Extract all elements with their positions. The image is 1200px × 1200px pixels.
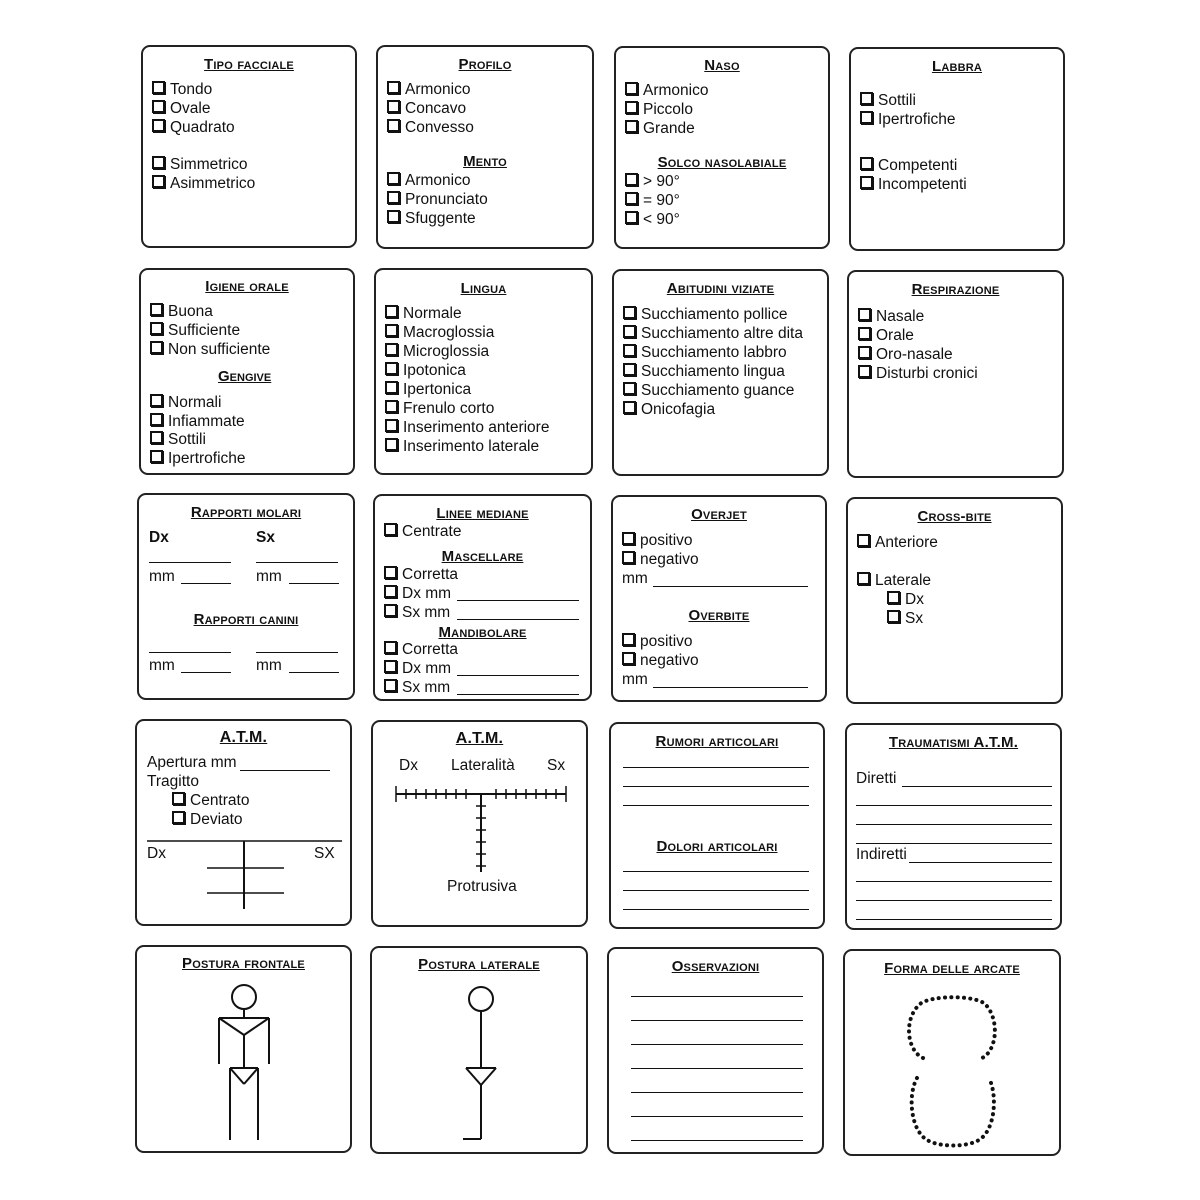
checkbox-asimmetrico[interactable]: Asimmetrico (152, 175, 255, 193)
card-abitudini-viziate (612, 269, 829, 476)
card-naso (614, 46, 830, 249)
checkbox-sufficiente[interactable]: Sufficiente (150, 322, 240, 340)
card-tipo-facciale (141, 45, 357, 248)
checkbox-solco-lt90[interactable]: < 90° (625, 211, 680, 229)
checkbox-mascellare-dx[interactable]: Dx mm (384, 585, 451, 603)
canini-dx-mm-field[interactable] (181, 672, 231, 673)
checkbox-inserimento-laterale[interactable]: Inserimento laterale (385, 438, 539, 456)
checkbox-overjet-positivo[interactable]: positivo (622, 532, 693, 550)
gengive-title: Gengive (218, 368, 272, 385)
molari-sx-mm-field[interactable] (289, 583, 339, 584)
checkbox-labbra-ipertrofiche[interactable]: Ipertrofiche (860, 111, 956, 129)
overbite-mm-label: mm (622, 671, 648, 688)
molari-dx-mm-label: mm (149, 568, 175, 585)
card-forma-arcate (843, 949, 1061, 1156)
checkbox-overjet-negativo[interactable]: negativo (622, 551, 699, 569)
igiene-orale-title: Igiene orale (205, 278, 289, 295)
card-osservazioni (607, 947, 824, 1154)
protrusiva-label: Protrusiva (447, 878, 517, 895)
checkbox-incompetenti[interactable]: Incompetenti (860, 176, 967, 194)
checkbox-gengive-ipertrofiche[interactable]: Ipertrofiche (150, 450, 246, 468)
checkbox-centrate[interactable]: Centrate (384, 523, 461, 541)
diretti-line-1[interactable] (902, 786, 1052, 787)
overjet-mm-label: mm (622, 570, 648, 587)
atm-title-1: A.T.M. (219, 729, 268, 746)
checkbox-overbite-positivo[interactable]: positivo (622, 633, 693, 651)
checkbox-lingua-normale[interactable]: Normale (385, 305, 462, 323)
canini-dx-line[interactable] (149, 652, 231, 653)
atm1-sx-label: SX (314, 845, 335, 862)
checkbox-normali[interactable]: Normali (150, 394, 221, 412)
diretti-line-3[interactable] (856, 824, 1052, 825)
checkbox-microglossia[interactable]: Microglossia (385, 343, 489, 361)
checkbox-anteriore[interactable]: Anteriore (857, 534, 938, 552)
checkbox-sfuggente[interactable]: Sfuggente (387, 210, 476, 228)
checkbox-onicofagia[interactable]: Onicofagia (623, 401, 715, 419)
tragitto-label: Tragitto (147, 773, 199, 790)
checkbox-piccolo[interactable]: Piccolo (625, 101, 693, 119)
labbra-title: Labbra (931, 58, 983, 75)
checkbox-succhiamento-labbro[interactable]: Succhiamento labbro (623, 344, 787, 362)
diretti-line-2[interactable] (856, 805, 1052, 806)
checkbox-quadrato[interactable]: Quadrato (152, 119, 235, 137)
checkbox-deviato[interactable]: Deviato (172, 811, 243, 829)
dolori-articolari-title: Dolori articolari (656, 838, 778, 855)
linee-mediane-title: Linee mediane (436, 505, 529, 522)
card-traumatismi-atm (845, 723, 1062, 930)
apertura-label: Apertura mm (147, 754, 237, 771)
osservazioni-line-7[interactable] (631, 1140, 803, 1141)
card-labbra (849, 47, 1065, 251)
osservazioni-line-1[interactable] (631, 996, 803, 997)
checkbox-grande[interactable]: Grande (625, 120, 695, 138)
canini-dx-mm-label: mm (149, 657, 175, 674)
checkbox-pronunciato[interactable]: Pronunciato (387, 191, 488, 209)
card-postura-laterale (370, 946, 588, 1154)
mento-title: Mento (463, 153, 507, 170)
checkbox-laterale[interactable]: Laterale (857, 572, 931, 590)
checkbox-solco-gt90[interactable]: > 90° (625, 173, 680, 191)
checkbox-mascellare-corretta[interactable]: Corretta (384, 566, 458, 584)
rumori-articolari-title: Rumori articolari (655, 733, 779, 750)
checkbox-labbra-sottili[interactable]: Sottili (860, 92, 916, 110)
molari-sx-line[interactable] (256, 562, 338, 563)
lingua-title: Lingua (460, 280, 507, 297)
canini-sx-mm-field[interactable] (289, 672, 339, 673)
indiretti-line-2[interactable] (856, 881, 1052, 882)
rumori-line-2[interactable] (623, 786, 809, 787)
checkbox-laterale-sx[interactable]: Sx (887, 610, 923, 628)
postura-frontale-title: Postura frontale (182, 955, 305, 972)
traumatismi-atm-title: Traumatismi A.T.M. (888, 734, 1019, 751)
checkbox-mento-armonico[interactable]: Armonico (387, 172, 470, 190)
molari-sx-label: Sx (256, 529, 275, 546)
card-atm-lateralita (371, 720, 588, 927)
mandibolare-sx-field[interactable] (457, 694, 579, 695)
overjet-title: Overjet (691, 506, 747, 523)
atm-deviation-grid (137, 721, 354, 928)
postura-laterale-title: Postura laterale (418, 956, 540, 973)
checkbox-mandibolare-dx[interactable]: Dx mm (384, 660, 451, 678)
checkbox-ipotonica[interactable]: Ipotonica (385, 362, 466, 380)
atm2-sx-label: Sx (547, 757, 566, 774)
overjet-mm-field[interactable] (653, 586, 808, 587)
indiretti-line-3[interactable] (856, 900, 1052, 901)
canini-sx-line[interactable] (256, 652, 338, 653)
indiretti-line-4[interactable] (856, 919, 1052, 920)
checkbox-orale[interactable]: Orale (858, 327, 914, 345)
atm2-dx-label: Dx (399, 757, 418, 774)
card-rumori-articolari (609, 722, 825, 929)
checkbox-solco-eq90[interactable]: = 90° (625, 192, 680, 210)
card-rapporti-molari (137, 493, 355, 700)
profilo-title: Profilo (458, 56, 512, 73)
osservazioni-title: Osservazioni (671, 958, 760, 975)
atm-title-2: A.T.M. (455, 730, 504, 747)
diretti-line-4[interactable] (856, 843, 1052, 844)
card-igiene-orale (139, 268, 355, 475)
molari-dx-line[interactable] (149, 562, 231, 563)
dolori-line-1[interactable] (623, 871, 809, 872)
checkbox-simmetrico[interactable]: Simmetrico (152, 156, 248, 174)
rumori-line-1[interactable] (623, 767, 809, 768)
molari-dx-mm-field[interactable] (181, 583, 231, 584)
checkbox-infiammate[interactable]: Infiammate (150, 413, 245, 431)
osservazioni-line-3[interactable] (631, 1044, 803, 1045)
checkbox-mascellare-sx[interactable]: Sx mm (384, 604, 450, 622)
checkbox-overbite-negativo[interactable]: negativo (622, 652, 699, 670)
mandibolare-dx-field[interactable] (457, 675, 579, 676)
dental-arch-diagram-icon (845, 951, 1063, 1158)
side-stick-figure-icon (372, 948, 590, 1156)
checkbox-mandibolare-sx[interactable]: Sx mm (384, 679, 450, 697)
abitudini-viziate-title: Abitudini viziate (666, 280, 775, 297)
checkbox-gengive-sottili[interactable]: Sottili (150, 431, 206, 449)
card-atm-apertura (135, 719, 352, 926)
canini-sx-mm-label: mm (256, 657, 282, 674)
checkbox-succhiamento-altre-dita[interactable]: Succhiamento altre dita (623, 325, 803, 343)
card-profilo (376, 45, 594, 249)
checkbox-profilo-armonico[interactable]: Armonico (387, 81, 470, 99)
indiretti-line-1[interactable] (909, 862, 1052, 863)
checkbox-mandibolare-corretta[interactable]: Corretta (384, 641, 458, 659)
dolori-line-3[interactable] (623, 909, 809, 910)
checkbox-buona[interactable]: Buona (150, 303, 213, 321)
card-overjet (611, 495, 827, 702)
osservazioni-line-6[interactable] (631, 1116, 803, 1117)
lateralita-label: Lateralità (451, 757, 515, 774)
checkbox-succhiamento-lingua[interactable]: Succhiamento lingua (623, 363, 785, 381)
solco-nasolabiale-title: Solco nasolabiale (657, 154, 787, 171)
checkbox-laterale-dx[interactable]: Dx (887, 591, 924, 609)
molari-sx-mm-label: mm (256, 568, 282, 585)
checkbox-convesso[interactable]: Convesso (387, 119, 474, 137)
front-stick-figure-icon (137, 947, 354, 1155)
checkbox-tondo[interactable]: Tondo (152, 81, 212, 99)
rumori-line-3[interactable] (623, 805, 809, 806)
naso-title: Naso (704, 57, 740, 74)
checkbox-inserimento-anteriore[interactable]: Inserimento anteriore (385, 419, 549, 437)
card-lingua (374, 268, 593, 475)
dolori-line-2[interactable] (623, 890, 809, 891)
card-respirazione (847, 270, 1064, 478)
rapporti-molari-title: Rapporti molari (190, 504, 302, 521)
atm1-dx-label: Dx (147, 845, 166, 862)
checkbox-centrato[interactable]: Centrato (172, 792, 249, 810)
diretti-label: Diretti (856, 770, 897, 787)
checkbox-succhiamento-guance[interactable]: Succhiamento guance (623, 382, 794, 400)
checkbox-ovale[interactable]: Ovale (152, 100, 211, 118)
checkbox-ipertonica[interactable]: Ipertonica (385, 381, 471, 399)
respirazione-title: Respirazione (911, 281, 1000, 298)
mandibolare-title: Mandibolare (438, 624, 527, 641)
osservazioni-line-2[interactable] (631, 1020, 803, 1021)
card-cross-bite (846, 497, 1063, 704)
checkbox-frenulo-corto[interactable]: Frenulo corto (385, 400, 494, 418)
rapporti-canini-title: Rapporti canini (193, 611, 299, 628)
checkbox-oro-nasale[interactable]: Oro-nasale (858, 346, 953, 364)
lateralita-protrusiva-scale (373, 722, 590, 929)
cross-bite-title: Cross-bite (917, 508, 992, 525)
mascellare-sx-field[interactable] (457, 619, 579, 620)
card-linee-mediane (373, 494, 592, 701)
checkbox-macroglossia[interactable]: Macroglossia (385, 324, 494, 342)
mascellare-title: Mascellare (441, 548, 524, 565)
osservazioni-line-4[interactable] (631, 1068, 803, 1069)
forma-delle-arcate-title: Forma delle arcate (884, 960, 1020, 977)
checkbox-succhiamento-pollice[interactable]: Succhiamento pollice (623, 306, 787, 324)
overbite-title: Overbite (688, 607, 750, 624)
checkbox-disturbi-cronici[interactable]: Disturbi cronici (858, 365, 978, 383)
checkbox-naso-armonico[interactable]: Armonico (625, 82, 708, 100)
card-postura-frontale (135, 945, 352, 1153)
tipo-facciale-title: Tipo facciale (204, 56, 294, 73)
overbite-mm-field[interactable] (653, 687, 808, 688)
osservazioni-line-5[interactable] (631, 1092, 803, 1093)
mascellare-dx-field[interactable] (457, 600, 579, 601)
indiretti-label: Indiretti (856, 846, 907, 863)
checkbox-non-sufficiente[interactable]: Non sufficiente (150, 341, 270, 359)
checkbox-concavo[interactable]: Concavo (387, 100, 466, 118)
checkbox-competenti[interactable]: Competenti (860, 157, 957, 175)
molari-dx-label: Dx (149, 529, 169, 546)
checkbox-nasale[interactable]: Nasale (858, 308, 924, 326)
